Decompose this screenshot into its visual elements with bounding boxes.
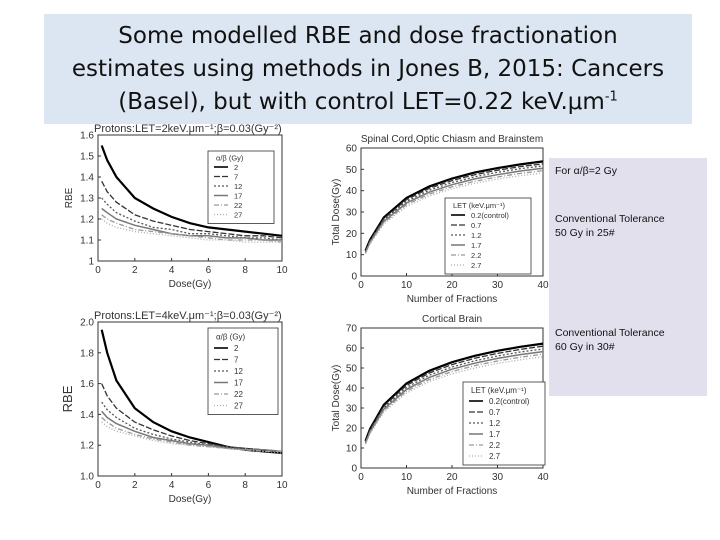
title-superscript: -1 <box>604 89 618 105</box>
title-line-1: Some modelled RBE and dose fractionation <box>118 23 618 49</box>
x-tick-label: 4 <box>168 480 175 491</box>
legend-label-3: 17 <box>234 378 243 388</box>
y-tick-label: 30 <box>345 403 357 415</box>
alpha-beta-note: For α/β=2 Gy <box>555 165 618 177</box>
rbe-chart-let4 <box>60 296 290 516</box>
y-axis-label: RBE <box>60 385 75 413</box>
rbe-chart-let2 <box>60 125 290 290</box>
x-tick-label: 10 <box>276 265 288 276</box>
legend-label-1: 0.7 <box>489 408 501 417</box>
y-tick-label: 1.6 <box>80 379 94 391</box>
legend-label-5: 27 <box>234 210 243 220</box>
legend-label-5: 2.7 <box>489 452 501 461</box>
x-tick-label: 6 <box>205 480 212 491</box>
x-tick-label: 20 <box>446 472 458 483</box>
x-tick-label: 8 <box>242 480 248 491</box>
y-tick-label: 40 <box>345 383 357 395</box>
x-axis-label: Number of Fractions <box>406 294 498 305</box>
title-unit: m <box>582 89 605 115</box>
legend-label-4: 22 <box>234 201 243 210</box>
y-tick-label: 50 <box>345 363 357 375</box>
y-tick-label: 10 <box>345 443 357 455</box>
y-tick-label: 40 <box>345 186 357 198</box>
title-line-2: estimates using methods in Jones B, 2015: Cancers <box>71 56 665 82</box>
y-tick-label: 70 <box>345 323 357 335</box>
x-axis-label: Dose(Gy) <box>168 279 212 290</box>
y-tick-label: 1.1 <box>80 235 94 247</box>
y-tick-label: 2.0 <box>80 317 94 329</box>
y-tick-label: 30 <box>345 207 357 219</box>
legend-label-4: 22 <box>234 390 243 399</box>
y-tick-label: 50 <box>345 164 357 176</box>
title-line-3-text: (Basel), but with control LET=0.22 keV. <box>118 89 568 115</box>
legend-label-1: 0.7 <box>471 221 482 230</box>
y-tick-label: 1.3 <box>80 193 94 205</box>
y-tick-label: 1.2 <box>80 440 94 452</box>
y-axis-label: Total Dose(Gy) <box>331 178 342 246</box>
y-tick-label: 1.2 <box>80 214 94 226</box>
tolerance-note-1-line2: 50 Gy in 25# <box>555 227 615 239</box>
legend-label-2: 12 <box>234 367 243 376</box>
y-tick-label: 0 <box>351 271 357 283</box>
title-line-3 <box>44 86 692 119</box>
y-tick-label: 1.0 <box>80 471 94 483</box>
legend-title: α/β (Gy) <box>216 153 244 163</box>
legend-title: LET (keV.μm⁻¹) <box>453 201 506 210</box>
legend-label-2: 1.2 <box>489 419 501 428</box>
x-tick-label: 10 <box>400 280 413 291</box>
y-tick-label: 0 <box>351 463 357 475</box>
x-tick-label: 40 <box>537 280 549 291</box>
y-tick-label: 1.4 <box>80 172 94 184</box>
tolerance-note-1 <box>555 212 665 240</box>
legend-label-5: 27 <box>234 401 243 411</box>
legend-label-4: 2.2 <box>489 441 501 450</box>
dose-chart-cortical-brain <box>325 308 550 508</box>
title-mu-symbol: μ <box>567 89 583 115</box>
legend-label-3: 17 <box>234 191 243 201</box>
y-tick-label: 1 <box>88 256 94 268</box>
x-tick-label: 40 <box>537 472 549 483</box>
y-tick-label: 1.5 <box>80 151 94 163</box>
side-notes-panel <box>549 158 707 396</box>
chart-title: Protons:LET=2keV.μm⁻¹;β=0.03(Gy⁻²) <box>94 123 282 135</box>
x-tick-label: 0 <box>95 265 101 276</box>
y-tick-label: 1.6 <box>80 130 94 142</box>
legend-label-1: 7 <box>234 355 239 365</box>
dose-chart-spinal-cord <box>325 128 550 305</box>
x-axis-label: Number of Fractions <box>406 486 498 497</box>
tolerance-note-2 <box>555 326 665 354</box>
x-tick-label: 10 <box>276 480 288 491</box>
y-tick-label: 1.4 <box>80 409 94 421</box>
x-tick-label: 2 <box>132 480 138 491</box>
legend-label-5: 2.7 <box>471 261 482 270</box>
y-tick-label: 10 <box>345 250 357 262</box>
y-tick-label: 60 <box>345 143 357 155</box>
legend-label-2: 1.2 <box>471 231 482 240</box>
x-tick-label: 6 <box>205 265 212 276</box>
x-axis-label: Dose(Gy) <box>168 494 212 505</box>
chart-title: Protons:LET=4keV.μm⁻¹;β=0.03(Gy⁻²) <box>94 310 282 322</box>
legend-label-2: 12 <box>234 182 243 191</box>
y-axis-label: RBE <box>64 187 75 209</box>
legend-label-3: 1.7 <box>489 430 501 439</box>
x-tick-label: 0 <box>358 472 364 483</box>
x-tick-label: 30 <box>491 280 504 291</box>
x-tick-label: 0 <box>95 480 101 491</box>
y-tick-label: 20 <box>345 423 357 435</box>
legend-label-0: 2 <box>234 344 239 353</box>
chart-title: Spinal Cord,Optic Chiasm and Brainstem <box>360 134 544 145</box>
x-tick-label: 0 <box>358 280 364 291</box>
legend-title: α/β (Gy) <box>216 332 246 342</box>
legend-title: LET (keV.μm⁻¹) <box>471 386 527 395</box>
legend-label-0: 2 <box>234 163 239 172</box>
x-tick-label: 8 <box>242 265 248 276</box>
tolerance-note-2-line2: 60 Gy in 30# <box>555 341 615 353</box>
chart-title: Cortical Brain <box>421 314 483 325</box>
y-tick-label: 1.8 <box>80 348 94 360</box>
y-tick-label: 60 <box>345 343 357 355</box>
legend-label-4: 2.2 <box>471 251 482 260</box>
x-tick-label: 30 <box>491 472 504 483</box>
x-tick-label: 10 <box>400 472 413 483</box>
legend-label-1: 7 <box>234 172 239 182</box>
legend-label-0: 0.2(control) <box>471 211 509 220</box>
x-tick-label: 20 <box>446 280 458 291</box>
tolerance-note-1-line1: Conventional Tolerance <box>555 213 665 225</box>
legend-label-3: 1.7 <box>471 241 482 250</box>
x-tick-label: 2 <box>132 265 138 276</box>
legend-label-0: 0.2(control) <box>489 397 530 406</box>
title-banner <box>44 14 692 124</box>
y-tick-label: 20 <box>345 228 357 240</box>
x-tick-label: 4 <box>168 265 175 276</box>
tolerance-note-2-line1: Conventional Tolerance <box>555 327 665 339</box>
y-axis-label: Total Dose(Gy) <box>331 364 342 432</box>
